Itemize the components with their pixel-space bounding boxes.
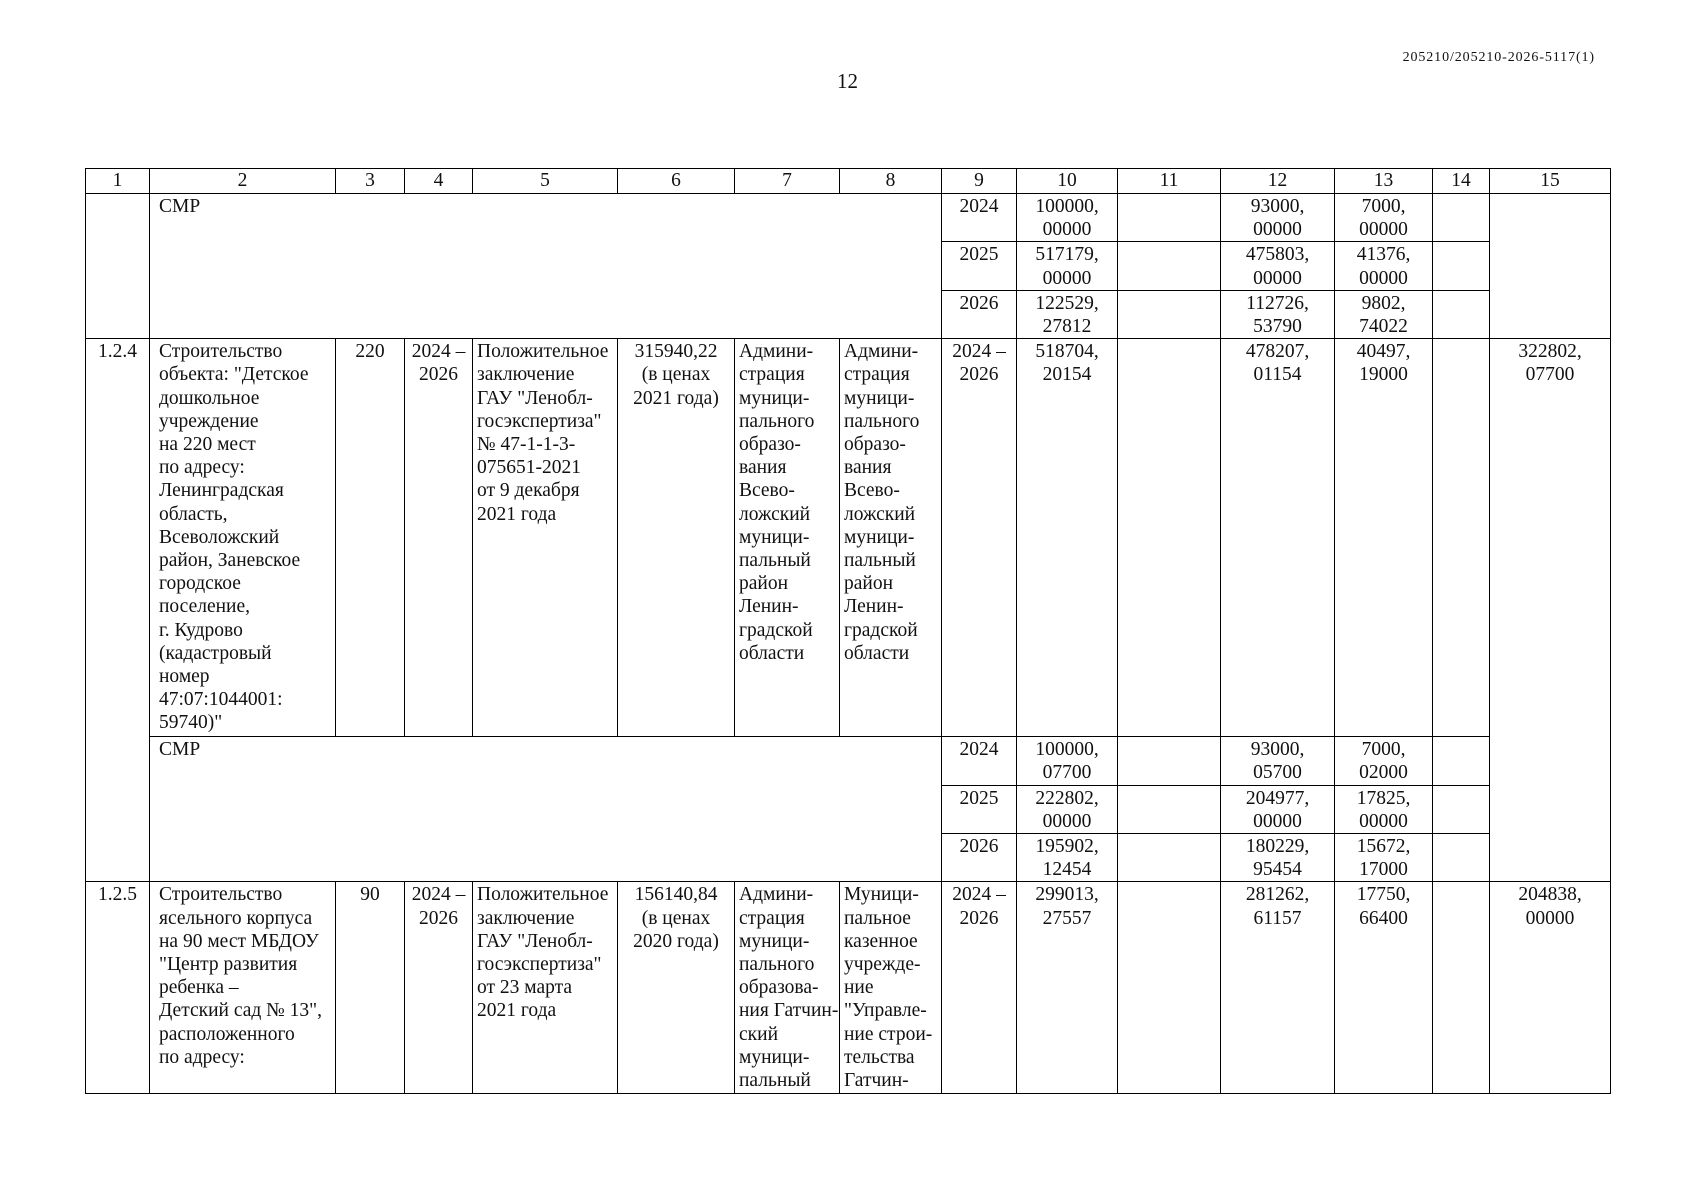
- cell-col-12: 180229, 95454: [1221, 834, 1335, 882]
- cell-col-10: 100000, 07700: [1017, 737, 1118, 785]
- cell-col-7: Админи- страция муници- пального образова- ния Гатчин- ский муници- пальный: [735, 882, 840, 1094]
- cell-col-11: [1118, 882, 1221, 1094]
- cell-col-12: 281262, 61157: [1221, 882, 1335, 1094]
- cell-col-8: Админи- страция муници- пального образо- вания Всево- ложский муници- пальный район Ленин- градской области: [840, 339, 942, 737]
- cell-col-9: 2024: [942, 194, 1017, 242]
- column-header: 12: [1221, 169, 1335, 194]
- cell-col-11: [1118, 737, 1221, 785]
- cell-col-14: [1433, 785, 1490, 833]
- cell-col-5: Положительное заключение ГАУ "Ленобл- госэкспертиза" от 23 марта 2021 года: [473, 882, 618, 1094]
- cell-col-8: Муници- пальное казенное учрежде- ние "Управле- ние строи- тельства Гатчин-: [840, 882, 942, 1094]
- cell-col-11: [1118, 242, 1221, 290]
- cell-col-10: 195902, 12454: [1017, 834, 1118, 882]
- cell-col-12: 475803, 00000: [1221, 242, 1335, 290]
- cell-col-14: [1433, 339, 1490, 737]
- cell-col-13: 7000, 02000: [1335, 737, 1433, 785]
- cell-col-2: Строительство ясельного корпуса на 90 мест МБДОУ "Центр развития ребенка – Детский сад № 13", расположенного по адресу:: [150, 882, 336, 1094]
- column-header: 10: [1017, 169, 1118, 194]
- cell-col-14: [1433, 737, 1490, 785]
- column-header: 1: [86, 169, 150, 194]
- column-header: 5: [473, 169, 618, 194]
- cell-col-6: 156140,84 (в ценах 2020 года): [618, 882, 735, 1094]
- cell-col-10: 299013, 27557: [1017, 882, 1118, 1094]
- cell-col-13: 15672, 17000: [1335, 834, 1433, 882]
- cell-col-1: [86, 194, 150, 339]
- page-number: 12: [837, 69, 858, 93]
- cell-col-14: [1433, 882, 1490, 1094]
- cell-col-5: Положительное заключение ГАУ "Ленобл- госэкспертиза" № 47-1-1-3- 075651-2021 от 9 декабря 2021 года: [473, 339, 618, 737]
- cell-col-13: 7000, 00000: [1335, 194, 1433, 242]
- table-row: [86, 737, 1611, 785]
- cell-col-9: 2026: [942, 290, 1017, 338]
- cell-col-4: 2024 – 2026: [405, 882, 473, 1094]
- cell-col-12: 93000, 00000: [1221, 194, 1335, 242]
- cell-col-15: [1490, 194, 1611, 339]
- table-row: [86, 194, 1611, 242]
- cell-col-10: 517179, 00000: [1017, 242, 1118, 290]
- cell-col-4: 2024 – 2026: [405, 339, 473, 737]
- table-row: [86, 339, 1611, 737]
- program-table: [85, 168, 1611, 1094]
- table-row: [86, 882, 1611, 1094]
- work-type-label: СМР: [150, 737, 942, 882]
- cell-col-6: 315940,22 (в ценах 2021 года): [618, 339, 735, 737]
- cell-col-12: 93000, 05700: [1221, 737, 1335, 785]
- cell-col-13: 40497, 19000: [1335, 339, 1433, 737]
- cell-col-12: 478207, 01154: [1221, 339, 1335, 737]
- work-type-label: СМР: [150, 194, 942, 339]
- item-number: 1.2.5: [86, 882, 150, 1094]
- cell-col-9: 2024 – 2026: [942, 882, 1017, 1094]
- table-header-row: [86, 169, 1611, 194]
- cell-col-14: [1433, 834, 1490, 882]
- cell-col-13: 9802, 74022: [1335, 290, 1433, 338]
- cell-col-12: 204977, 00000: [1221, 785, 1335, 833]
- cell-col-11: [1118, 194, 1221, 242]
- cell-col-10: 100000, 00000: [1017, 194, 1118, 242]
- cell-col-7: Админи- страция муници- пального образо- вания Всево- ложский муници- пальный район Ленин- градской области: [735, 339, 840, 737]
- cell-col-2: Строительство объекта: "Детское дошкольное учреждение на 220 мест по адресу: Ленинградская область, Всеволожский район, Заневское городское поселение, г. Кудрово (кадастровый номер 47:07:1044001: 59740)": [150, 339, 336, 737]
- cell-col-14: [1433, 290, 1490, 338]
- cell-col-12: 112726, 53790: [1221, 290, 1335, 338]
- column-header: 7: [735, 169, 840, 194]
- item-number: 1.2.4: [86, 339, 150, 882]
- column-header: 13: [1335, 169, 1433, 194]
- cell-col-10: 122529, 27812: [1017, 290, 1118, 338]
- cell-col-10: 222802, 00000: [1017, 785, 1118, 833]
- cell-col-9: 2025: [942, 785, 1017, 833]
- cell-col-3: 90: [336, 882, 405, 1094]
- column-header: 3: [336, 169, 405, 194]
- cell-col-9: 2025: [942, 242, 1017, 290]
- cell-col-14: [1433, 242, 1490, 290]
- column-header: 15: [1490, 169, 1611, 194]
- cell-col-13: 17750, 66400: [1335, 882, 1433, 1094]
- column-header: 8: [840, 169, 942, 194]
- column-header: 2: [150, 169, 336, 194]
- cell-col-10: 518704, 20154: [1017, 339, 1118, 737]
- cell-col-3: 220: [336, 339, 405, 737]
- column-header: 4: [405, 169, 473, 194]
- cell-col-15: 204838, 00000: [1490, 882, 1611, 1094]
- column-header: 9: [942, 169, 1017, 194]
- cell-col-13: 17825, 00000: [1335, 785, 1433, 833]
- cell-col-11: [1118, 339, 1221, 737]
- column-header: 14: [1433, 169, 1490, 194]
- cell-col-9: 2024: [942, 737, 1017, 785]
- cell-col-14: [1433, 194, 1490, 242]
- cell-col-9: 2026: [942, 834, 1017, 882]
- cell-col-9: 2024 – 2026: [942, 339, 1017, 737]
- cell-col-13: 41376, 00000: [1335, 242, 1433, 290]
- cell-col-15: 322802, 07700: [1490, 339, 1611, 882]
- column-header: 6: [618, 169, 735, 194]
- cell-col-11: [1118, 834, 1221, 882]
- document-id: 205210/205210-2026-5117(1): [1402, 50, 1595, 65]
- column-header: 11: [1118, 169, 1221, 194]
- cell-col-11: [1118, 290, 1221, 338]
- cell-col-11: [1118, 785, 1221, 833]
